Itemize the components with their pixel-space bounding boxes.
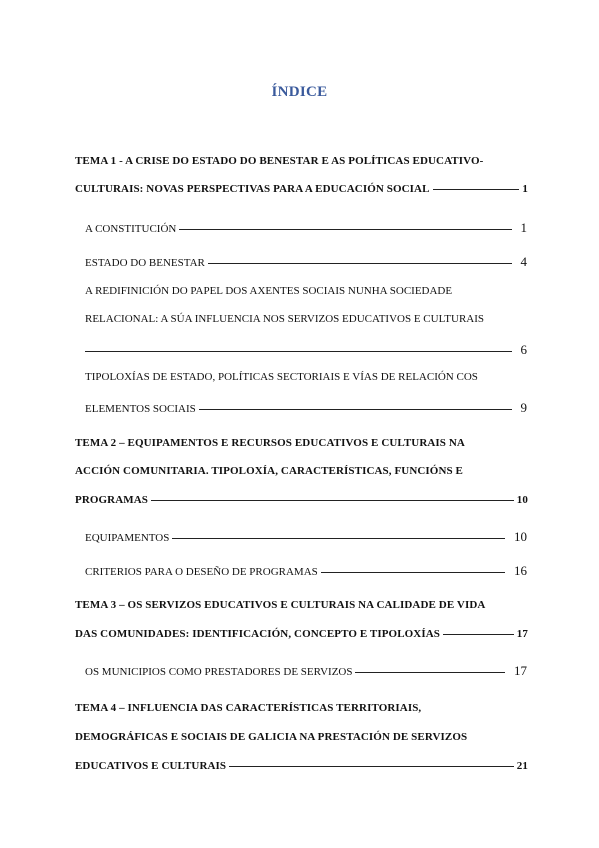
page-number: 17 — [516, 628, 528, 640]
page-number: 17 — [514, 663, 527, 678]
toc-entry-tema-3-line-2[interactable] — [75, 628, 528, 640]
dot-leader — [172, 538, 505, 539]
dot-leader — [229, 766, 514, 767]
toc-entry-text: TEMA 3 – OS SERVIZOS EDUCATIVOS E CULTURAIS NA CALIDADE DE VIDA — [75, 599, 486, 611]
toc-entry-text: A CONSTITUCIÓN — [85, 223, 177, 235]
toc-entry-tipoloxias-line-1[interactable] — [85, 371, 527, 383]
page-number: 6 — [520, 342, 527, 357]
dot-leader — [199, 409, 512, 410]
index-title: ÍNDICE — [271, 84, 328, 100]
page-number: 9 — [520, 400, 527, 415]
toc-entry-equipamentos[interactable] — [85, 529, 527, 545]
toc-entry-tema-4-line-2[interactable] — [75, 731, 528, 743]
toc-entry-text: TEMA 4 – INFLUENCIA DAS CARACTERÍSTICAS TERRITORIAIS, — [75, 702, 422, 714]
toc-entry-tema-4-line-3[interactable] — [75, 760, 528, 772]
dot-leader — [433, 189, 520, 190]
toc-entry-text: OS MUNICIPIOS COMO PRESTADORES DE SERVIZOS — [85, 666, 353, 678]
page-number: 10 — [516, 494, 528, 506]
toc-entry-tema-3-line-1[interactable] — [75, 599, 528, 611]
toc-entry-tema-4-line-1[interactable] — [75, 702, 528, 714]
toc-entry-text: ACCIÓN COMUNITARIA. TIPOLOXÍA, CARACTERÍSTICAS, FUNCIÓNS E — [75, 465, 463, 477]
dot-leader — [355, 672, 505, 673]
toc-entry-redifinicion-line-1[interactable] — [85, 285, 527, 297]
toc-entry-tema-2-line-3[interactable] — [75, 494, 528, 506]
toc-entry-text: ELEMENTOS SOCIAIS — [85, 403, 196, 415]
toc-entry-redifinicion-line-2[interactable] — [85, 313, 527, 325]
toc-entry-redifinicion-leader-line[interactable] — [85, 342, 527, 358]
toc-entry-text: TEMA 1 - A CRISE DO ESTADO DO BENESTAR E AS POLÍTICAS EDUCATIVO- — [75, 155, 484, 167]
toc-entry-estado-do-benestar[interactable] — [85, 254, 527, 270]
toc-entry-text: TIPOLOXÍAS DE ESTADO, POLÍTICAS SECTORIAIS E VÍAS DE RELACIÓN COS — [85, 371, 478, 383]
dot-leader — [321, 572, 505, 573]
toc-entry-tema-2-line-1[interactable] — [75, 437, 528, 449]
dot-leader — [151, 500, 514, 501]
page-number: 4 — [520, 254, 527, 269]
toc-entry-text: EDUCATIVOS E CULTURAIS — [75, 760, 227, 772]
dot-leader — [208, 263, 512, 264]
toc-entry-text: RELACIONAL: A SÚA INFLUENCIA NOS SERVIZOS EDUCATIVOS E CULTURAIS — [85, 313, 485, 325]
toc-entry-text: TEMA 2 – EQUIPAMENTOS E RECURSOS EDUCATIVOS E CULTURAIS NA — [75, 437, 465, 449]
toc-entry-text: DAS COMUNIDADES: IDENTIFICACIÓN, CONCEPTO E TIPOLOXÍAS — [75, 628, 440, 640]
toc-entry-tipoloxias-line-2[interactable] — [85, 400, 527, 416]
page-number: 10 — [514, 529, 527, 544]
toc-entry-criterios[interactable] — [85, 563, 527, 579]
toc-entry-text: EQUIPAMENTOS — [85, 532, 170, 544]
toc-entry-text: CULTURAIS: NOVAS PERSPECTIVAS PARA A EDUCACIÓN SOCIAL — [75, 183, 430, 195]
page-number: 1 — [520, 220, 527, 235]
dot-leader — [85, 351, 512, 352]
toc-entry-text: ESTADO DO BENESTAR — [85, 257, 205, 269]
toc-entry-tema-1-line-1[interactable] — [75, 155, 528, 167]
page-number: 21 — [516, 760, 528, 772]
dot-leader — [443, 634, 514, 635]
toc-entry-os-municipios[interactable] — [85, 663, 527, 679]
toc-entry-text: PROGRAMAS — [75, 494, 149, 506]
toc-entry-tema-2-line-2[interactable] — [75, 465, 528, 477]
toc-entry-a-constitucion[interactable] — [85, 220, 527, 236]
toc-entry-text: DEMOGRÁFICAS E SOCIAIS DE GALICIA NA PRESTACIÓN DE SERVIZOS — [75, 731, 468, 743]
dot-leader — [179, 229, 511, 230]
page-number: 16 — [514, 563, 527, 578]
page-number: 1 — [522, 183, 528, 195]
toc-entry-text: CRITERIOS PARA O DESEÑO DE PROGRAMAS — [85, 566, 318, 578]
toc-entry-text: A REDIFINICIÓN DO PAPEL DOS AXENTES SOCIAIS NUNHA SOCIEDADE — [85, 285, 453, 297]
toc-entry-tema-1-line-2[interactable] — [75, 183, 528, 195]
